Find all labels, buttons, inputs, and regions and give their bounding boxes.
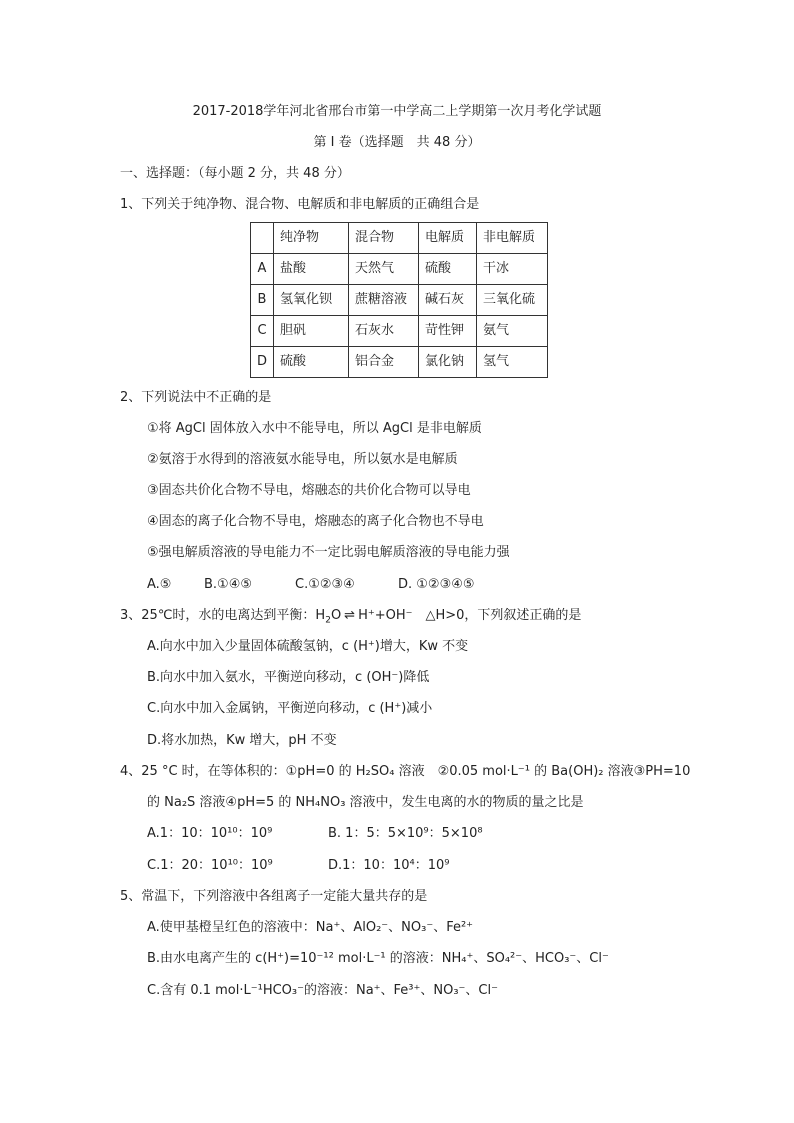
table-cell: C (251, 316, 274, 347)
question-4-stem-line1: 4、25 °C 时，在等体积的：①pH=0 的 H₂SO₄ 溶液 ②0.05 mol·L⁻¹ 的 Ba(OH)₂ 溶液③PH=10 (120, 764, 691, 779)
table-cell: 天然气 (349, 254, 419, 285)
option-d: D. ①②③④⑤ (398, 577, 475, 592)
table-cell: D (251, 347, 274, 378)
question-3-stem (120, 607, 581, 630)
question-1-table (250, 222, 548, 378)
table-header-cell: 纯净物 (274, 223, 349, 254)
table-cell: 胆矾 (274, 316, 349, 347)
table-cell: 盐酸 (274, 254, 349, 285)
option-c: C.①②③④ (295, 577, 355, 592)
table-cell: 铝合金 (349, 347, 419, 378)
stem-text: H⁺+OH⁻ △H>0，下列叙述正确的是 (358, 608, 582, 623)
statement-item: ④固态的离子化合物不导电，熔融态的离子化合物也不导电 (147, 514, 484, 529)
statement-item: ②氨溶于水得到的溶液氨水能导电，所以氨水是电解质 (147, 452, 458, 467)
question-1-stem: 1、下列关于纯净物、混合物、电解质和非电解质的正确组合是 (120, 197, 480, 212)
option-b: B.①④⑤ (204, 577, 253, 592)
table-cell (251, 223, 274, 254)
option-b: B.向水中加入氨水，平衡逆向移动，c (OH⁻)降低 (147, 670, 430, 685)
statement-item: ③固态共价化合物不导电，熔融态的共价化合物可以导电 (147, 483, 471, 498)
option-a: A.⑤ (147, 577, 172, 592)
table-cell: 氨气 (477, 316, 548, 347)
table-cell: 三氧化硫 (477, 285, 548, 316)
option-d: D.将水加热，Kw 增大，pH 不变 (147, 733, 337, 748)
option-a: A.使甲基橙呈红色的溶液中：Na⁺、AlO₂⁻、NO₃⁻、Fe²⁺ (147, 920, 474, 935)
table-cell: A (251, 254, 274, 285)
option-a: A.1：10：10¹⁰：10⁹ (147, 826, 273, 841)
section-subtitle: 第 I 卷（选择题 共 48 分） (313, 135, 481, 150)
table-cell: 干冰 (477, 254, 548, 285)
table-row (251, 254, 548, 285)
exam-title: 2017-2018学年河北省邢台市第一中学高二上学期第一次月考化学试题 (192, 104, 602, 119)
table-header-cell: 非电解质 (477, 223, 548, 254)
table-cell: 硫酸 (274, 347, 349, 378)
table-cell: 氢氧化钡 (274, 285, 349, 316)
equilibrium-arrow-icon: ⇌ (344, 608, 356, 623)
option-b: B. 1：5：5×10⁹：5×10⁸ (328, 826, 483, 841)
option-b: B.由水电离产生的 c(H⁺)=10⁻¹² mol·L⁻¹ 的溶液：NH₄⁺、SO₄²⁻、HCO₃⁻、Cl⁻ (147, 951, 609, 966)
table-cell: 苛性钾 (419, 316, 477, 347)
table-cell: 氢气 (477, 347, 548, 378)
section-heading: 一、选择题：（每小题 2 分，共 48 分） (120, 166, 350, 181)
option-c: C.1：20：10¹⁰：10⁹ (147, 858, 273, 873)
question-4-stem-line2: 的 Na₂S 溶液④pH=5 的 NH₄NO₃ 溶液中，发生电离的水的物质的量之比是 (147, 795, 584, 810)
statement-item: ①将 AgCl 固体放入水中不能导电，所以 AgCl 是非电解质 (147, 421, 482, 436)
table-header-row (251, 223, 548, 254)
table-cell: B (251, 285, 274, 316)
subscript: 2 (325, 615, 331, 626)
option-c: C.含有 0.1 mol·L⁻¹HCO₃⁻的溶液：Na⁺、Fe³⁺、NO₃⁻、Cl⁻ (147, 983, 498, 998)
stem-text: O (330, 608, 342, 623)
question-5-stem: 5、常温下，下列溶液中各组离子一定能大量共存的是 (120, 889, 428, 904)
stem-text: 3、25℃时，水的电离达到平衡：H (120, 608, 326, 623)
table-row (251, 316, 548, 347)
table-cell: 蔗糖溶液 (349, 285, 419, 316)
statement-item: ⑤强电解质溶液的导电能力不一定比弱电解质溶液的导电能力强 (147, 545, 510, 560)
option-a: A.向水中加入少量固体硫酸氢钠，c (H⁺)增大，Kw 不变 (147, 639, 469, 654)
option-c: C.向水中加入金属钠，平衡逆向移动，c (H⁺)减小 (147, 701, 433, 716)
table-cell: 碱石灰 (419, 285, 477, 316)
table-header-cell: 混合物 (349, 223, 419, 254)
table-row (251, 285, 548, 316)
option-d: D.1：10：10⁴：10⁹ (328, 858, 450, 873)
table-cell: 氯化钠 (419, 347, 477, 378)
table-cell: 硫酸 (419, 254, 477, 285)
table-header-cell: 电解质 (419, 223, 477, 254)
table-cell: 石灰水 (349, 316, 419, 347)
question-2-stem: 2、下列说法中不正确的是 (120, 390, 272, 405)
table-row (251, 347, 548, 378)
